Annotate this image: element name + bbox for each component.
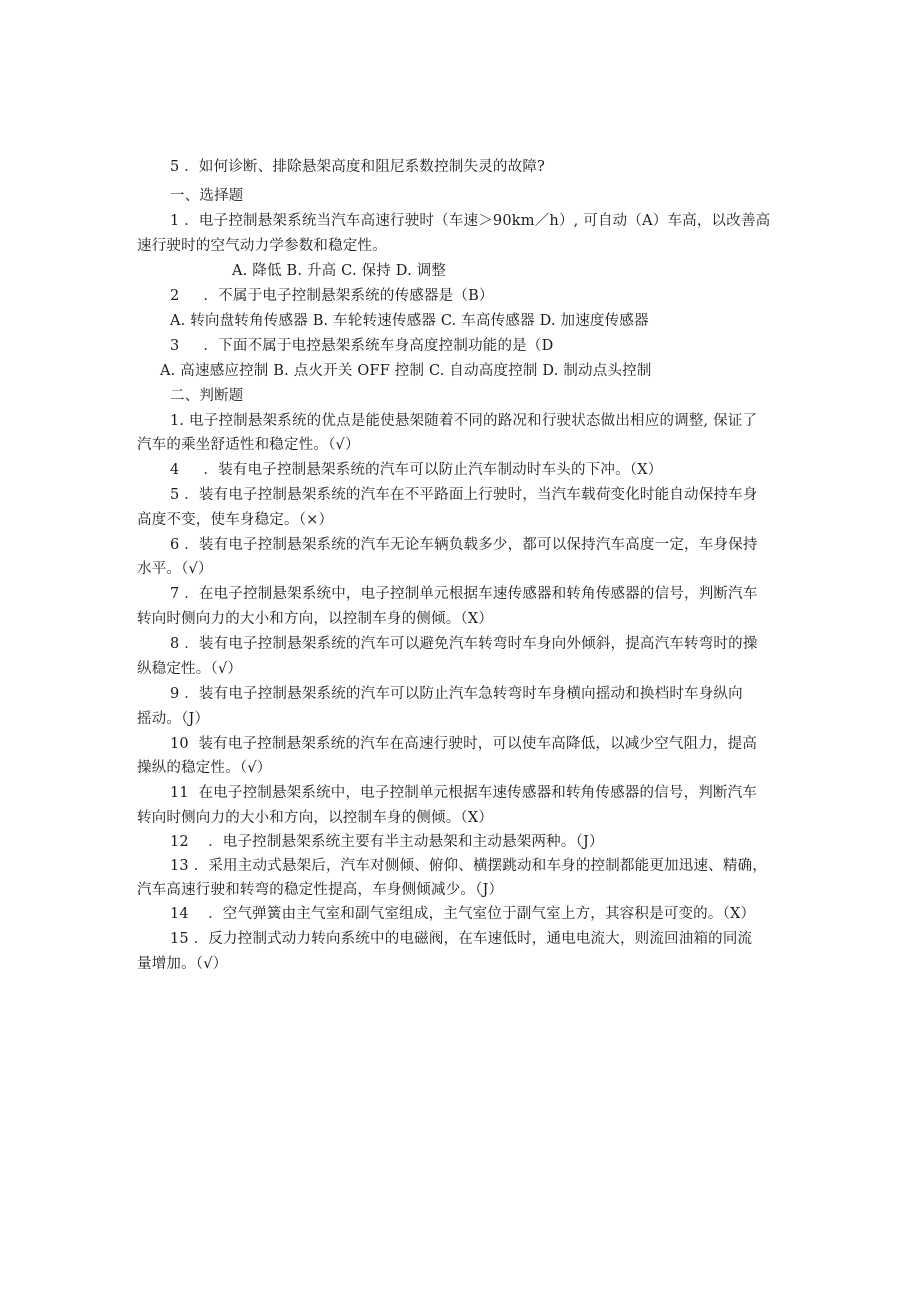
judgment-8-line2: 纵稳定性。（√）: [137, 661, 243, 677]
judgment-13-line1: 13 ．采用主动式悬架后，汽车对侧倾、俯仰、横摆跳动和车身的控制都能更加迅速、精确，: [170, 858, 767, 874]
judgment-7-line2: 转向时侧向力的大小和方向，以控制车身的侧倾。（X）: [137, 611, 494, 627]
judgment-10-line1: 10 装有电子控制悬架系统的汽车在高速行驶时，可以使车高降低，以减少空气阻力，提高: [170, 736, 758, 752]
judgment-15-line1: 15 ．反力控制式动力转向系统中的电磁阀，在车速低时，通电电流大，则流回油箱的同流: [170, 931, 753, 947]
question-5-diagnosis: 5 ．如何诊断、排除悬架高度和阻尼系数控制失灵的故障?: [170, 159, 546, 175]
judgment-10-line2: 操纵的稳定性。（√）: [137, 760, 272, 776]
judgment-15-line2: 量增加。（√）: [137, 956, 228, 972]
judgment-7-line1: 7 ．在电子控制悬架系统中，电子控制单元根据车速传感器和转角传感器的信号，判断汽车: [170, 586, 758, 602]
judgment-9-line1: 9 ．装有电子控制悬架系统的汽车可以防止汽车急转弯时车身横向摇动和换档时车身纵向: [170, 686, 743, 702]
judgment-6-line1: 6 ．装有电子控制悬架系统的汽车无论车辆负载多少，都可以保持汽车高度一定，车身保持: [170, 537, 758, 553]
judgment-9-line2: 摇动。（J）: [137, 711, 210, 727]
section-heading-judgment: 二、判断题: [170, 388, 244, 404]
choice-q2-stem: 2 ．不属于电子控制悬架系统的传感器是（B）: [170, 288, 494, 304]
judgment-8-line1: 8 ．装有电子控制悬架系统的汽车可以避免汽车转弯时车身向外倾斜，提高汽车转弯时的操: [170, 636, 758, 652]
choice-q2-options: A. 转向盘转角传感器 B. 车轮转速传感器 C. 车高传感器 D. 加速度传感器: [170, 313, 649, 329]
choice-q1-line2: 速行驶时的空气动力学参数和稳定性。: [137, 238, 387, 254]
section-heading-choice: 一、选择题: [170, 188, 244, 204]
judgment-1-line2: 汽车的乘坐舒适性和稳定性。（√）: [137, 437, 360, 453]
choice-q3-options: A. 高速感应控制 B. 点火开关 OFF 控制 C. 自动高度控制 D. 制动点头控制: [160, 363, 652, 379]
judgment-1-line1: 1. 电子控制悬架系统的优点是能使悬架随着不同的路况和行驶状态做出相应的调整, 保证了: [170, 413, 758, 429]
choice-q1-options: A. 降低 B. 升高 C. 保持 D. 调整: [232, 263, 447, 279]
choice-q1-line1: 1 ．电子控制悬架系统当汽车高速行驶时（车速＞90km／h）, 可自动（A）车高，以改善高: [170, 213, 771, 229]
judgment-5-line2: 高度不变，使车身稳定。（×）: [137, 512, 334, 528]
judgment-6-line2: 水平。（√）: [137, 561, 213, 577]
choice-q3-stem: 3 ．下面不属于电控悬架系统车身高度控制功能的是（D: [170, 338, 554, 354]
judgment-13-line2: 汽车高速行驶和转弯的稳定性提高，车身侧倾减少。（J）: [137, 882, 504, 898]
judgment-14: 14 ．空气弹簧由主气室和副气室组成，主气室位于副气室上方，其容积是可变的。（X）: [170, 906, 756, 922]
judgment-11-line1: 11 在电子控制悬架系统中，电子控制单元根据车速传感器和转角传感器的信号，判断汽车: [170, 785, 758, 801]
judgment-4: 4 ．装有电子控制悬架系统的汽车可以防止汽车制动时车头的下冲。（X）: [170, 462, 663, 478]
judgment-5-line1: 5 ．装有电子控制悬架系统的汽车在不平路面上行驶时，当汽车载荷变化时能自动保持车身: [170, 487, 758, 503]
judgment-11-line2: 转向时侧向力的大小和方向，以控制车身的侧倾。（X）: [137, 810, 494, 826]
judgment-12: 12 ．电子控制悬架系统主要有半主动悬架和主动悬架两种。（J）: [170, 834, 604, 850]
